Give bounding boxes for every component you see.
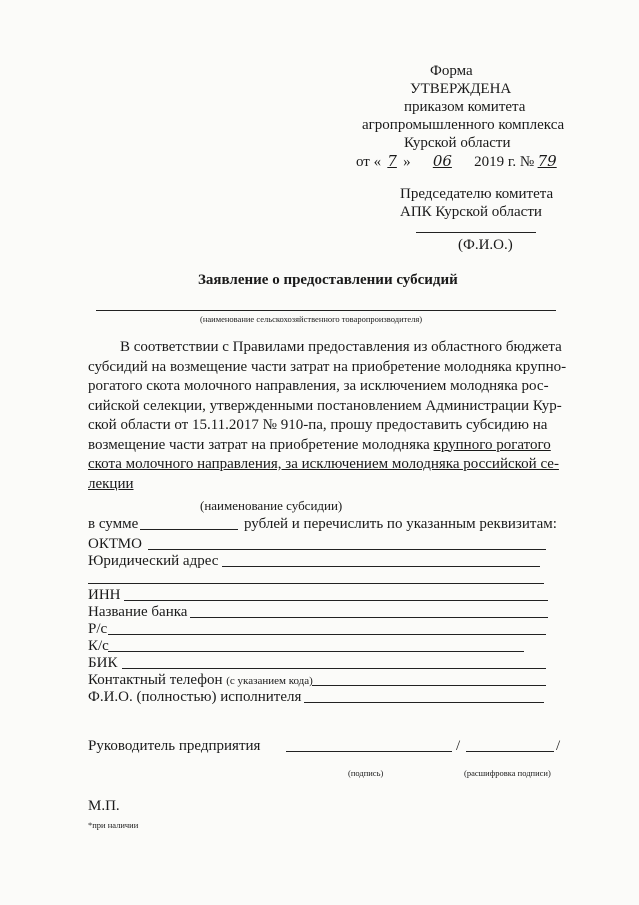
approval-block bbox=[340, 62, 600, 172]
body-line-3: рогатого скота молочного направления, за исключением молодняка рос- bbox=[88, 378, 549, 394]
footnote: *при наличии bbox=[88, 820, 139, 830]
fio-line bbox=[416, 232, 536, 233]
approval-line-2: агропромышленного комплекса bbox=[362, 117, 565, 133]
sum-prefix: в сумме bbox=[88, 516, 139, 532]
date-year: 2019 г. № bbox=[474, 154, 535, 170]
date-month: 06 bbox=[432, 152, 452, 170]
ks-label: К/с bbox=[88, 638, 109, 654]
approval-line-3: Курской области bbox=[404, 135, 511, 151]
bank-name-label: Название банка bbox=[88, 604, 188, 620]
ks-field[interactable] bbox=[108, 651, 524, 652]
order-number: 79 bbox=[537, 152, 557, 170]
bik-label: БИК bbox=[88, 655, 118, 671]
body-line-6 bbox=[88, 436, 572, 456]
addressee-line-1: Председателю комитета bbox=[400, 186, 554, 202]
inn-field[interactable] bbox=[124, 600, 548, 601]
legal-address-field[interactable] bbox=[222, 566, 540, 567]
fio-caption: (Ф.И.О.) bbox=[458, 237, 513, 253]
bank-name-field[interactable] bbox=[190, 617, 548, 618]
sum-suffix: рублей и перечислить по указанным реквизитам: bbox=[244, 516, 557, 532]
rs-label: Р/с bbox=[88, 621, 108, 637]
subsidy-caption: (наименование субсидии) bbox=[200, 498, 343, 513]
signature-field[interactable] bbox=[286, 751, 452, 752]
executor-field[interactable] bbox=[304, 702, 544, 703]
phone-field[interactable] bbox=[312, 685, 546, 686]
slash-2: / bbox=[556, 738, 561, 754]
body-line-6a: возмещение части затрат на приобретение молодняка bbox=[88, 436, 434, 453]
body-line-4: сийской селекции, утвержденными постановлением Администрации Кур- bbox=[88, 397, 562, 414]
producer-line bbox=[96, 310, 556, 311]
approval-date-row bbox=[356, 152, 560, 171]
stamp-label: М.П. bbox=[88, 798, 120, 814]
signature-caption: (подпись) bbox=[348, 768, 384, 778]
body-line-7: скота молочного направления, за исключением молодняка российской се- bbox=[88, 456, 559, 472]
body-line-5: ской области от 15.11.2017 № 910-па, прошу предоставить субсидию на bbox=[88, 417, 548, 433]
date-mid: » bbox=[403, 154, 411, 170]
phone-label: Контактный телефон bbox=[88, 672, 223, 688]
executor-label: Ф.И.О. (полностью) исполнителя bbox=[88, 689, 302, 705]
rs-field[interactable] bbox=[108, 634, 546, 635]
legal-address-field-2[interactable] bbox=[88, 583, 544, 584]
oktmo-field[interactable] bbox=[148, 549, 546, 550]
date-day: 7 bbox=[387, 152, 397, 170]
phone-note: (с указанием кода) bbox=[226, 675, 313, 687]
body-line-8: лекции bbox=[88, 475, 134, 492]
inn-label: ИНН bbox=[88, 587, 121, 603]
legal-address-label: Юридический адрес bbox=[88, 553, 219, 569]
decoding-field[interactable] bbox=[466, 751, 554, 752]
addressee-line-2: АПК Курской области bbox=[400, 204, 542, 220]
sum-field[interactable] bbox=[140, 529, 238, 530]
producer-caption: (наименование сельскохозяйственного товаропроизводителя) bbox=[200, 314, 423, 324]
approval-line-1: приказом комитета bbox=[404, 99, 526, 115]
slash-1: / bbox=[456, 738, 461, 754]
bik-field[interactable] bbox=[122, 668, 546, 669]
head-label: Руководитель предприятия bbox=[88, 738, 261, 754]
oktmo-label: ОКТМО bbox=[88, 536, 142, 552]
body-line-2: субсидий на возмещение части затрат на приобретение молодняка крупно- bbox=[88, 358, 567, 375]
form-label: Форма bbox=[430, 63, 473, 79]
document-title: Заявление о предоставлении субсидий bbox=[198, 272, 458, 288]
body-line-6b: крупного рогатого bbox=[433, 436, 551, 453]
body-paragraph bbox=[88, 338, 572, 494]
decoding-caption: (расшифровка подписи) bbox=[464, 768, 551, 778]
body-line-1: В соответствии с Правилами предоставления из областного бюджета bbox=[120, 339, 562, 355]
date-prefix: от « bbox=[356, 154, 382, 170]
approved-label: УТВЕРЖДЕНА bbox=[410, 81, 512, 97]
